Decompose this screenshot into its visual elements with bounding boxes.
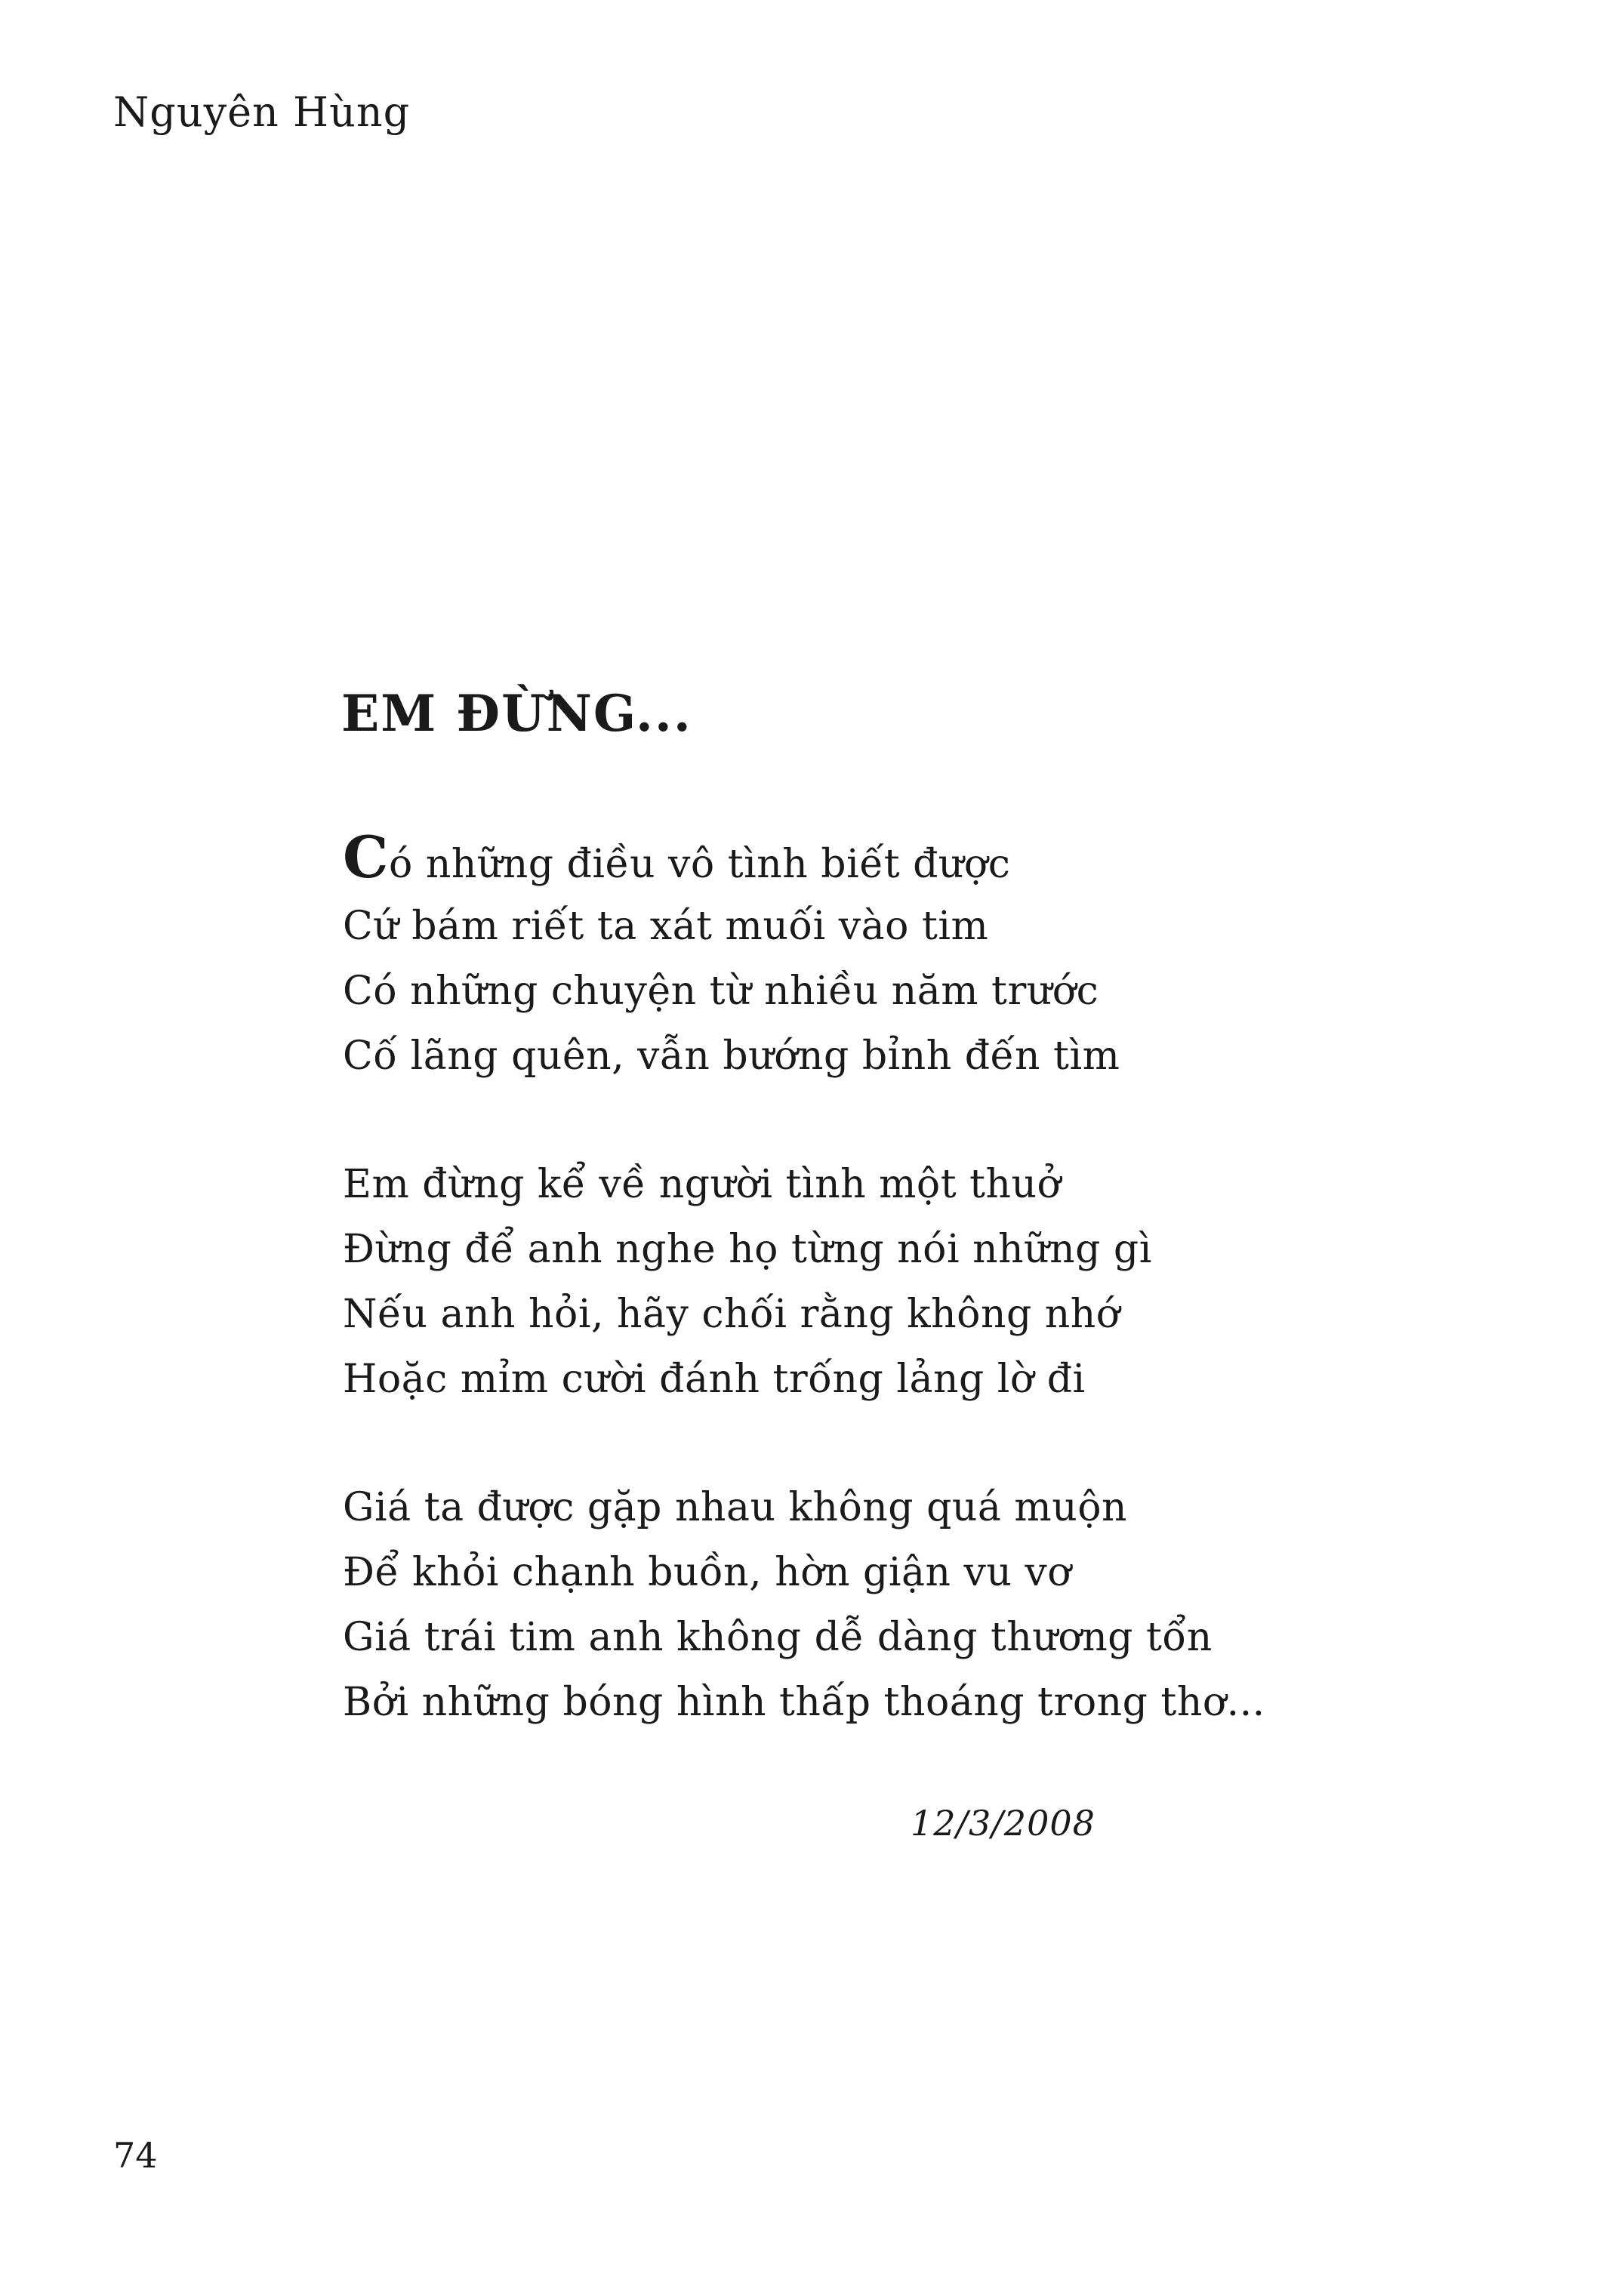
page-number: 74 xyxy=(113,2135,158,2176)
poem-line: Cứ bám riết ta xát muối vào tim xyxy=(343,904,989,949)
poem-line: Cố lãng quên, vẫn bướng bỉnh đến tìm xyxy=(343,1034,1120,1079)
stanza-2 xyxy=(343,1152,1475,1412)
poem-line: Bởi những bóng hình thấp thoáng trong thơ... xyxy=(343,1680,1265,1725)
poem-line: Hoặc mỉm cười đánh trống lảng lờ đi xyxy=(343,1357,1086,1402)
poem-date: 12/3/2008 xyxy=(911,1803,1096,1844)
poem-line: Nếu anh hỏi, hãy chối rằng không nhớ xyxy=(343,1292,1120,1337)
poem-line xyxy=(343,824,1475,894)
poem-line: Em đừng kể về người tình một thuở xyxy=(343,1162,1062,1207)
poem-line: Giá trái tim anh không dễ dàng thương tổn xyxy=(343,1615,1213,1660)
stanza-3 xyxy=(343,1475,1475,1735)
poem-line: Giá ta được gặp nhau không quá muộn xyxy=(343,1485,1127,1530)
stanza-1 xyxy=(343,824,1475,1089)
poem-title: EM ĐỪNG... xyxy=(341,684,692,743)
running-head-author: Nguyên Hùng xyxy=(113,88,411,136)
poem-body xyxy=(343,824,1475,1798)
drop-cap: C xyxy=(343,824,389,891)
poem-line: Đừng để anh nghe họ từng nói những gì xyxy=(343,1227,1152,1272)
poem-line-text: ó những điều vô tình biết được xyxy=(389,842,1011,887)
poem-line: Để khỏi chạnh buồn, hờn giận vu vơ xyxy=(343,1550,1072,1595)
poem-line: Có những chuyện từ nhiều năm trước xyxy=(343,969,1099,1014)
